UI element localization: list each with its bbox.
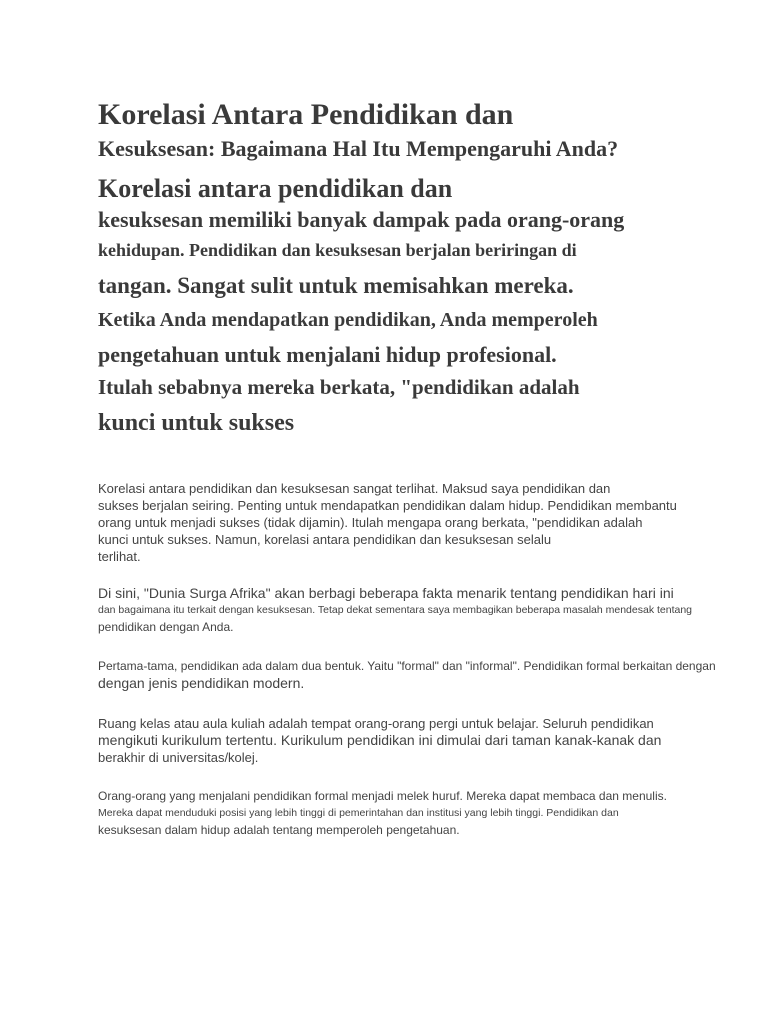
paragraph-line: pendidikan dengan Anda. xyxy=(98,620,234,634)
lead-line: Korelasi antara pendidikan dan xyxy=(98,174,453,203)
paragraph-line: Pertama-tama, pendidikan ada dalam dua bentuk. Yaitu "formal" dan "informal". Pendidikan formal berkaitan dengan xyxy=(98,659,716,673)
paragraph-line: Ruang kelas atau aula kuliah adalah tempat orang-orang pergi untuk belajar. Seluruh pendidikan xyxy=(98,716,654,731)
paragraph-line: Korelasi antara pendidikan dan kesuksesan sangat terlihat. Maksud saya pendidikan dan xyxy=(98,481,611,496)
paragraph-line: kesuksesan dalam hidup adalah tentang memperoleh pengetahuan. xyxy=(98,823,460,837)
title-line-1: Korelasi Antara Pendidikan dan xyxy=(98,98,514,131)
paragraph-2 xyxy=(98,585,692,636)
paragraph-4 xyxy=(98,715,661,766)
paragraph-line: Di sini, "Dunia Surga Afrika" akan berbagi beberapa fakta menarik tentang pendidikan hari ini xyxy=(98,585,674,601)
title-line-2: Kesuksesan: Bagaimana Hal Itu Mempengaruhi Anda? xyxy=(98,136,619,161)
paragraph-line: Mereka dapat menduduki posisi yang lebih tinggi di pemerintahan dan institusi yang lebih tinggi. Pendidikan dan xyxy=(98,807,619,819)
paragraph-line: mengikuti kurikulum tertentu. Kurikulum pendidikan ini dimulai dari taman kanak-kanak dan xyxy=(98,732,662,748)
lead-line: Ketika Anda mendapatkan pendidikan, Anda memperoleh xyxy=(98,309,598,331)
paragraph-line: orang untuk menjadi sukses (tidak dijamin). Itulah mengapa orang berkata, "pendidikan adalah xyxy=(98,515,643,530)
paragraph-1 xyxy=(98,480,677,565)
paragraph-line: dengan jenis pendidikan modern. xyxy=(98,675,305,691)
paragraph-5 xyxy=(98,788,667,839)
lead-line: Itulah sebabnya mereka berkata, "pendidikan adalah xyxy=(98,375,580,399)
paragraph-line: Orang-orang yang menjalani pendidikan formal menjadi melek huruf. Mereka dapat membaca dan menulis. xyxy=(98,789,667,803)
lead-line: kunci untuk sukses xyxy=(98,410,295,436)
paragraph-line: terlihat. xyxy=(98,549,141,564)
paragraph-line: dan bagaimana itu terkait dengan kesuksesan. Tetap dekat sementara saya membagikan beberapa masalah mendesak tentang xyxy=(98,604,693,616)
paragraph-line: berakhir di universitas/kolej. xyxy=(98,750,259,765)
lead-line: kesuksesan memiliki banyak dampak pada orang-orang xyxy=(98,207,625,232)
paragraph-line: sukses berjalan seiring. Penting untuk mendapatkan pendidikan dalam hidup. Pendidikan membantu xyxy=(98,498,677,513)
paragraph-line: kunci untuk sukses. Namun, korelasi antara pendidikan dan kesuksesan selalu xyxy=(98,532,552,547)
lead-line: tangan. Sangat sulit untuk memisahkan mereka. xyxy=(98,273,574,298)
lead-line: kehidupan. Pendidikan dan kesuksesan berjalan beriringan di xyxy=(98,240,577,260)
paragraph-3 xyxy=(98,658,716,692)
lead-line: pengetahuan untuk menjalani hidup profesional. xyxy=(98,342,557,367)
